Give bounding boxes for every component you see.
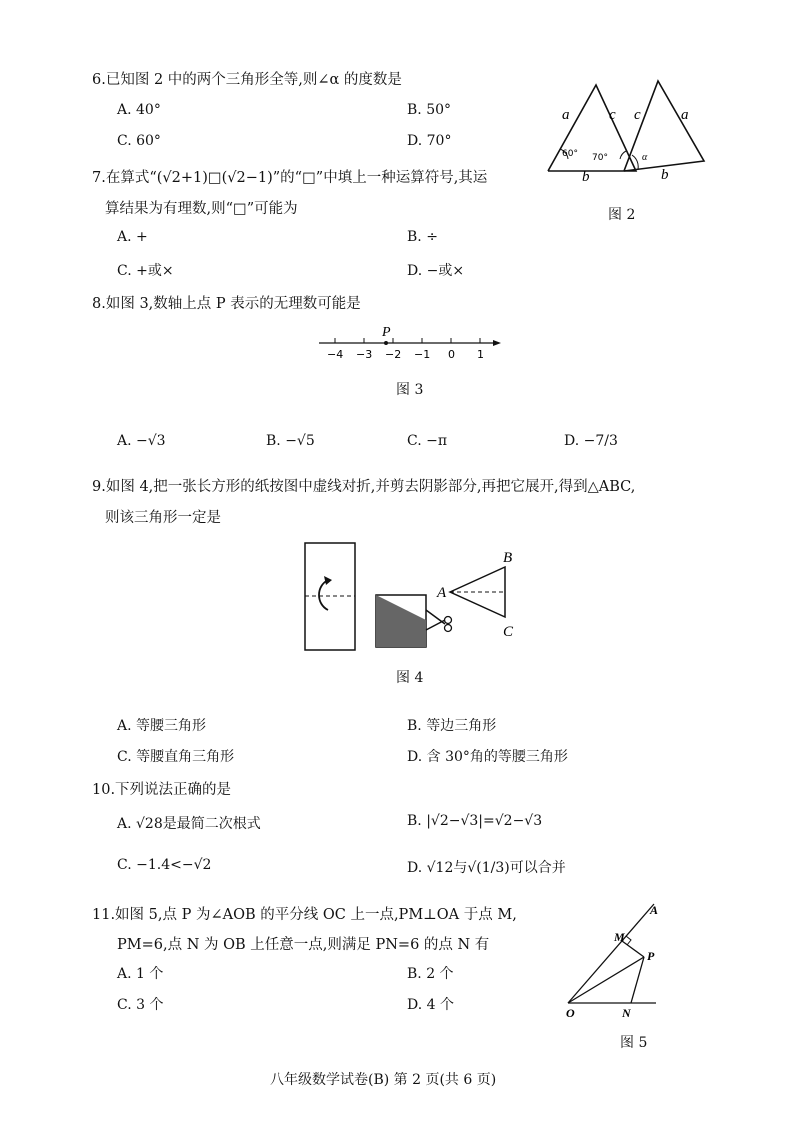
page-footer: 八年级数学试卷(B) 第 2 页(共 6 页)	[270, 1072, 497, 1088]
fig2-label-alpha: α	[642, 152, 648, 163]
q7-option-c: C. +或×	[117, 263, 174, 279]
fig5-caption: 图 5	[620, 1035, 648, 1051]
q9-option-c: C. 等腰直角三角形	[117, 749, 235, 765]
fig4-label-c: C	[503, 624, 514, 640]
fig2-label-b-right: b	[661, 167, 669, 183]
fig5-label-n: N	[622, 1006, 631, 1020]
fig4-caption: 图 4	[396, 670, 424, 686]
figure-5	[560, 900, 670, 1025]
q6-option-c: C. 60°	[117, 133, 161, 149]
fig5-label-o: O	[566, 1006, 575, 1020]
q11-stem-line1: 11.如图 5,点 P 为∠AOB 的平分线 OC 上一点,PM⊥OA 于点 M,	[92, 907, 517, 923]
tick-label: 1	[477, 348, 484, 361]
q10-option-c: C. −1.4<−√2	[117, 857, 212, 873]
q8-stem: 8.如图 3,数轴上点 P 表示的无理数可能是	[92, 296, 361, 312]
tick-label: −3	[356, 348, 373, 361]
figure-3-number-line	[315, 323, 505, 363]
q8-option-d: D. −7/3	[564, 433, 618, 449]
q7-option-b: B. ÷	[407, 229, 438, 245]
fig2-caption: 图 2	[608, 207, 636, 223]
q8-option-c: C. −π	[407, 433, 448, 449]
q11-option-a: A. 1 个	[117, 966, 164, 982]
fig2-label-a-left: a	[562, 107, 570, 123]
q8-point-p: P	[382, 325, 391, 340]
figure-4	[300, 540, 530, 655]
q11-option-d: D. 4 个	[407, 997, 454, 1013]
q7-stem-line2: 算结果为有理数,则“□”可能为	[105, 201, 298, 217]
q9-stem-line2: 则该三角形一定是	[105, 510, 221, 526]
fig4-label-a: A	[437, 585, 447, 601]
q8-option-b: B. −√5	[266, 433, 315, 449]
q10-option-a: A. √28是最简二次根式	[117, 816, 261, 832]
tick-label: −1	[414, 348, 431, 361]
fig3-caption: 图 3	[396, 382, 424, 398]
figure-2	[540, 75, 720, 185]
q10-option-b: B. |√2−√3|=√2−√3	[407, 813, 543, 829]
q7-stem-line1: 7.在算式“(√2+1)□(√2−1)”的“□”中填上一种运算符号,其运	[92, 170, 488, 186]
q10-option-d: D. √12与√(1/3)可以合并	[407, 860, 566, 876]
fig2-angle-70: 70°	[592, 153, 608, 163]
q9-stem-line1: 9.如图 4,把一张长方形的纸按图中虚线对折,并剪去阴影部分,再把它展开,得到△ABC,	[92, 479, 636, 495]
q10-stem: 10.下列说法正确的是	[92, 782, 232, 798]
q8-option-a: A. −√3	[117, 433, 166, 449]
q9-option-b: B. 等边三角形	[407, 718, 497, 734]
fig5-label-p: P	[647, 949, 655, 963]
q9-option-a: A. 等腰三角形	[117, 718, 207, 734]
q6-option-a: A. 40°	[117, 102, 161, 118]
tick-label: −4	[327, 348, 344, 361]
q6-option-d: D. 70°	[407, 133, 452, 149]
fig2-label-b-left: b	[582, 169, 590, 185]
tick-label: 0	[448, 348, 455, 361]
q7-option-a: A. +	[117, 229, 148, 245]
fig2-angle-60: 60°	[562, 149, 578, 159]
fig5-label-a: A	[650, 903, 659, 917]
tick-label: −2	[385, 348, 402, 361]
q11-option-c: C. 3 个	[117, 997, 164, 1013]
fig2-label-c-left: c	[609, 107, 616, 123]
fig4-label-b: B	[503, 550, 513, 566]
q7-option-d: D. −或×	[407, 263, 465, 279]
fig5-label-m: M	[614, 930, 625, 944]
fig2-label-c-right: c	[634, 107, 641, 123]
q6-stem: 6.已知图 2 中的两个三角形全等,则∠α 的度数是	[92, 72, 402, 88]
q11-stem-line2: PM=6,点 N 为 OB 上任意一点,则满足 PN=6 的点 N 有	[117, 937, 490, 953]
q9-option-d: D. 含 30°角的等腰三角形	[407, 749, 568, 765]
q11-option-b: B. 2 个	[407, 966, 454, 982]
q6-option-b: B. 50°	[407, 102, 452, 118]
fig2-label-a-right: a	[681, 107, 689, 123]
